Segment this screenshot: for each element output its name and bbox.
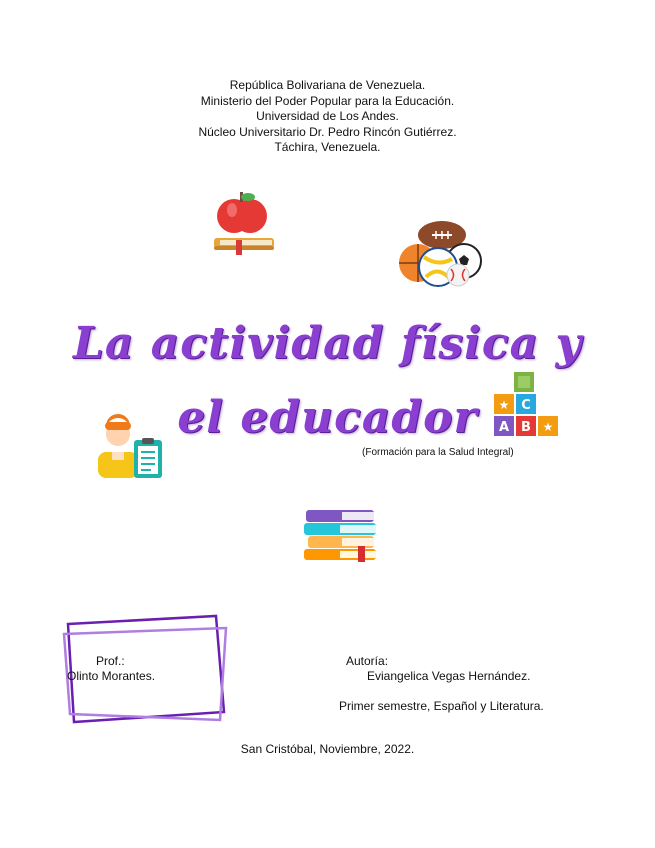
header-line: Universidad de Los Andes. — [256, 109, 399, 123]
svg-text:A: A — [498, 420, 510, 435]
apple-book-icon — [210, 190, 278, 260]
svg-text:★: ★ — [542, 420, 554, 434]
title-line-2: el educador — [177, 392, 478, 443]
header-line: Núcleo Universitario Dr. Pedro Rincón Gutiérrez. — [198, 124, 457, 139]
books-stack-icon — [302, 508, 380, 562]
header-line: Táchira, Venezuela. — [274, 140, 381, 154]
teacher-clipboard-icon — [94, 408, 166, 480]
semester-info: Primer semestre, Español y Literatura. — [339, 699, 544, 713]
abc-blocks-icon — [492, 370, 560, 438]
prof-name: Olinto Morantes. — [67, 669, 156, 683]
title-line-1: La actividad física y — [72, 318, 583, 369]
svg-text:B: B — [521, 420, 531, 435]
author-name: Eviangelica Vegas Hernández. — [367, 669, 531, 683]
place-date: San Cristóbal, Noviembre, 2022. — [240, 742, 415, 756]
subtitle: (Formación para la Salud Integral) — [362, 447, 514, 458]
header-line: Ministerio del Poder Popular para la Educación. — [200, 93, 455, 108]
institution-header — [0, 78, 655, 156]
svg-text:C: C — [521, 398, 531, 413]
sports-balls-icon — [398, 217, 484, 289]
svg-text:★: ★ — [498, 398, 510, 412]
header-line: República Bolivariana de Venezuela. — [229, 78, 426, 92]
prof-label: Prof.: — [96, 654, 125, 668]
autoria-label: Autoría: — [346, 654, 389, 668]
